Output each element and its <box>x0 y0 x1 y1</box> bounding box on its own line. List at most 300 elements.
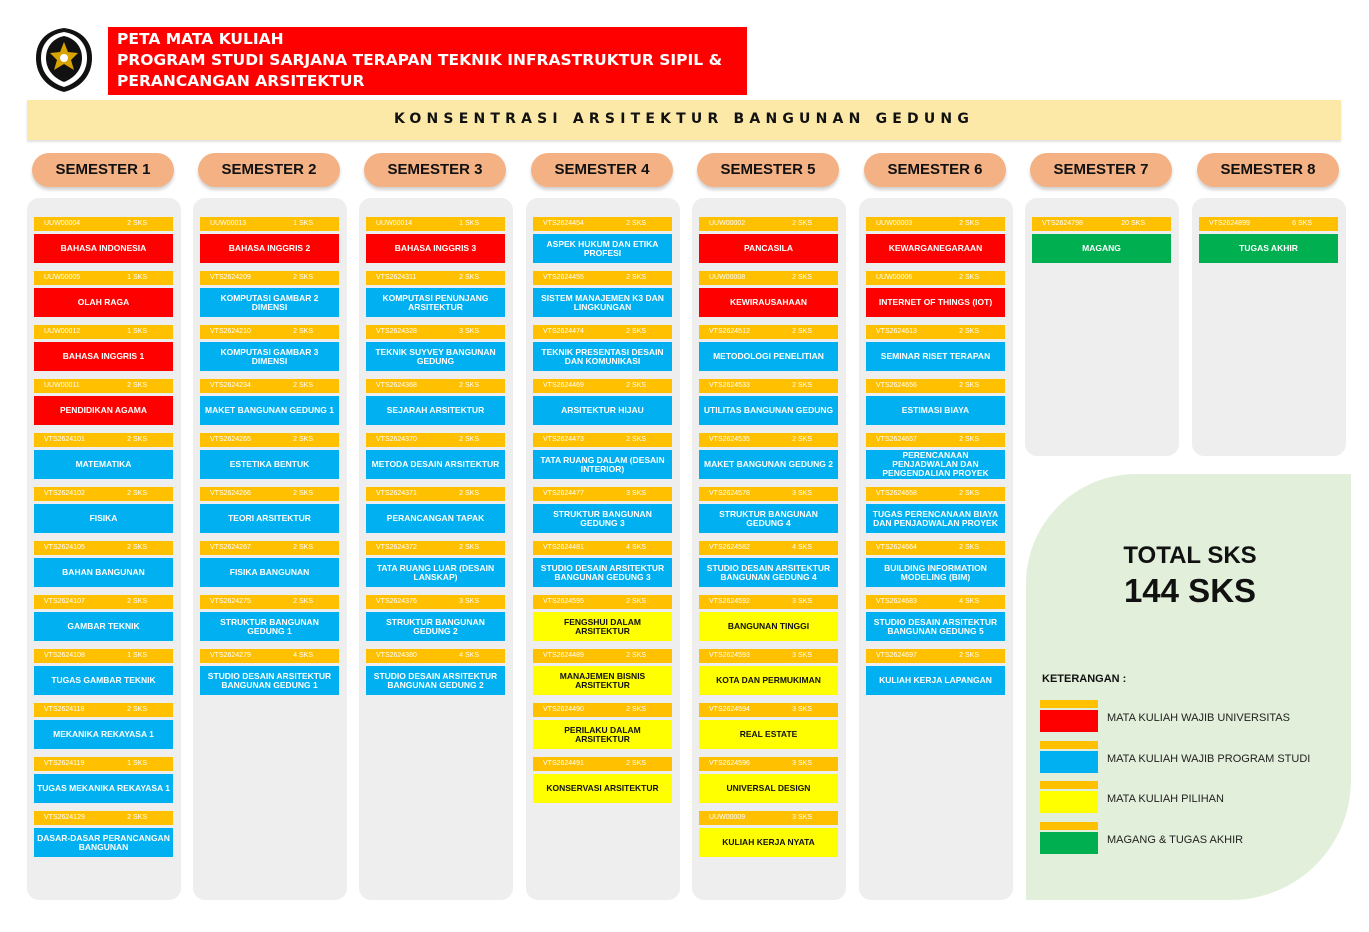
course-name: UTILITAS BANGUNAN GEDUNG <box>699 396 838 425</box>
course-code: UUW00004 <box>44 220 81 227</box>
course-code: VTS2624474 <box>543 328 584 335</box>
course-name: TUGAS AKHIR <box>1199 234 1338 263</box>
course-code-bar <box>34 757 173 771</box>
course-sks: 2 SKS <box>792 328 812 335</box>
course-code-bar <box>699 379 838 393</box>
course-sks: 2 SKS <box>626 220 646 227</box>
course-code-bar <box>34 433 173 447</box>
course-name: BUILDING INFORMATION MODELING (BIM) <box>866 558 1005 587</box>
course-sks: 3 SKS <box>792 598 812 605</box>
course-code-bar <box>866 595 1005 609</box>
title-line-2: PROGRAM STUDI SARJANA TERAPAN TEKNIK INFRASTRUKTUR SIPIL & <box>117 51 723 69</box>
course-name: KULIAH KERJA LAPANGAN <box>866 666 1005 695</box>
course-name: BANGUNAN TINGGI <box>699 612 838 641</box>
course-code: VTS2624371 <box>376 490 417 497</box>
course-code: VTS2624592 <box>709 598 750 605</box>
course-code: VTS2624380 <box>376 652 417 659</box>
course-code: VTS2624469 <box>543 382 584 389</box>
course-name: TUGAS GAMBAR TEKNIK <box>34 666 173 695</box>
course-code: VTS2624664 <box>876 544 917 551</box>
course-name: MATEMATIKA <box>34 450 173 479</box>
course-sks: 2 SKS <box>293 598 313 605</box>
course-sks: 2 SKS <box>459 544 479 551</box>
konsentrasi-banner: KONSENTRASI ARSITEKTUR BANGUNAN GEDUNG <box>27 100 1341 140</box>
course-card[interactable] <box>866 379 1005 425</box>
course-code-bar <box>200 217 339 231</box>
course-name: ARSITEKTUR HIJAU <box>533 396 672 425</box>
course-code: VTS2624596 <box>709 760 750 767</box>
course-name: KEWIRAUSAHAAN <box>699 288 838 317</box>
course-name: KEWARGANEGARAAN <box>866 234 1005 263</box>
course-code: VTS2624368 <box>376 382 417 389</box>
course-sks: 2 SKS <box>626 274 646 281</box>
semester-header-7: SEMESTER 7 <box>1030 153 1172 187</box>
course-code-bar <box>200 487 339 501</box>
course-card[interactable] <box>699 379 838 425</box>
course-code-bar <box>699 541 838 555</box>
course-card[interactable] <box>366 325 505 371</box>
course-sks: 4 SKS <box>626 544 646 551</box>
course-name: DASAR-DASAR PERANCANGAN BANGUNAN <box>34 828 173 857</box>
course-code-bar <box>34 487 173 501</box>
course-code: VTS2624311 <box>376 274 417 281</box>
course-sks: 2 SKS <box>792 220 812 227</box>
course-code-bar <box>366 487 505 501</box>
course-code: UUW00003 <box>876 220 913 227</box>
course-sks: 2 SKS <box>626 760 646 767</box>
course-sks: 3 SKS <box>459 598 479 605</box>
legend-item-prodi <box>1040 741 1340 775</box>
course-code: VTS2624477 <box>543 490 584 497</box>
course-name: KOMPUTASI GAMBAR 3 DIMENSI <box>200 342 339 371</box>
course-card[interactable] <box>1032 217 1171 263</box>
course-name: REAL ESTATE <box>699 720 838 749</box>
course-card[interactable] <box>699 541 838 587</box>
course-sks: 3 SKS <box>792 760 812 767</box>
course-code-bar <box>366 217 505 231</box>
course-code-bar <box>200 649 339 663</box>
semester-header-4: SEMESTER 4 <box>531 153 673 187</box>
course-card[interactable] <box>200 541 339 587</box>
course-name: STUDIO DESAIN ARSITEKTUR BANGUNAN GEDUNG 4 <box>699 558 838 587</box>
course-card[interactable] <box>200 325 339 371</box>
course-sks: 2 SKS <box>127 598 147 605</box>
course-code-bar <box>699 433 838 447</box>
legend-code-swatch <box>1040 700 1098 708</box>
course-code-bar <box>533 271 672 285</box>
course-name: METODA DESAIN ARSITEKTUR <box>366 450 505 479</box>
course-code: UUW00011 <box>44 382 80 389</box>
course-card[interactable] <box>699 649 838 695</box>
semester-header-8: SEMESTER 8 <box>1197 153 1339 187</box>
course-name: FISIKA BANGUNAN <box>200 558 339 587</box>
legend-item-akhir <box>1040 822 1340 856</box>
course-name: TEORI ARSITEKTUR <box>200 504 339 533</box>
course-code: VTS2624376 <box>376 598 417 605</box>
course-card[interactable] <box>533 487 672 533</box>
course-code: UUW00002 <box>709 220 746 227</box>
course-sks: 2 SKS <box>792 274 812 281</box>
course-code: VTS2624209 <box>210 274 251 281</box>
course-code-bar <box>34 595 173 609</box>
course-sks: 2 SKS <box>626 706 646 713</box>
course-card[interactable] <box>699 487 838 533</box>
course-sks: 2 SKS <box>626 382 646 389</box>
course-code-bar <box>699 703 838 717</box>
legend-item-pilih <box>1040 781 1340 815</box>
course-card[interactable] <box>200 433 339 479</box>
course-code: VTS2624656 <box>876 382 917 389</box>
course-code: VTS2624107 <box>44 598 85 605</box>
course-code: VTS2624595 <box>543 598 584 605</box>
course-name: MAKET BANGUNAN GEDUNG 2 <box>699 450 838 479</box>
course-sks: 3 SKS <box>459 328 479 335</box>
course-code-bar <box>699 595 838 609</box>
course-code: VTS2624491 <box>543 760 584 767</box>
course-sks: 2 SKS <box>127 382 147 389</box>
course-sks: 2 SKS <box>459 490 479 497</box>
course-name: STRUKTUR BANGUNAN GEDUNG 2 <box>366 612 505 641</box>
course-card[interactable] <box>366 487 505 533</box>
course-sks: 2 SKS <box>293 274 313 281</box>
course-sks: 2 SKS <box>459 274 479 281</box>
semester-header-3: SEMESTER 3 <box>364 153 506 187</box>
semester-header-2: SEMESTER 2 <box>198 153 340 187</box>
course-code-bar <box>34 325 173 339</box>
course-name: UNIVERSAL DESIGN <box>699 774 838 803</box>
course-code-bar <box>533 487 672 501</box>
course-sks: 4 SKS <box>959 598 979 605</box>
course-name: SISTEM MANAJEMEN K3 DAN LINGKUNGAN <box>533 288 672 317</box>
page-title <box>108 27 747 95</box>
course-card[interactable] <box>200 217 339 263</box>
course-card[interactable] <box>366 271 505 317</box>
course-code-bar <box>34 217 173 231</box>
course-code-bar <box>200 325 339 339</box>
course-code-bar <box>34 703 173 717</box>
course-name: MAKET BANGUNAN GEDUNG 1 <box>200 396 339 425</box>
course-card[interactable] <box>533 325 672 371</box>
course-code: VTS2624899 <box>1209 220 1250 227</box>
course-card[interactable] <box>866 217 1005 263</box>
course-sks: 1 SKS <box>127 328 147 335</box>
course-code: VTS2624101 <box>44 436 85 443</box>
course-code-bar <box>34 811 173 825</box>
course-name: PENDIDIKAN AGAMA <box>34 396 173 425</box>
course-name: STUDIO DESAIN ARSITEKTUR BANGUNAN GEDUNG 1 <box>200 666 339 695</box>
course-code: VTS2624129 <box>44 814 85 821</box>
course-sks: 2 SKS <box>293 382 313 389</box>
total-sks-label: TOTAL SKS <box>1123 542 1257 569</box>
course-code: VTS2624454 <box>543 220 584 227</box>
course-sks: 2 SKS <box>959 436 979 443</box>
course-name: STRUKTUR BANGUNAN GEDUNG 1 <box>200 612 339 641</box>
title-line-3: PERANCANGAN ARSITEKTUR <box>117 72 365 90</box>
course-code: VTS2624798 <box>1042 220 1083 227</box>
course-card[interactable] <box>866 487 1005 533</box>
course-name: KONSERVASI ARSITEKTUR <box>533 774 672 803</box>
course-code: VTS2624372 <box>376 544 417 551</box>
legend-label: MATA KULIAH PILIHAN <box>1107 793 1224 805</box>
course-card[interactable] <box>34 649 173 695</box>
course-card[interactable] <box>866 325 1005 371</box>
course-name: BAHAN BANGUNAN <box>34 558 173 587</box>
course-code: VTS2624613 <box>876 328 917 335</box>
course-card[interactable] <box>366 649 505 695</box>
course-card[interactable] <box>34 757 173 803</box>
course-name: KOMPUTASI PENUNJANG ARSITEKTUR <box>366 288 505 317</box>
legend-color-swatch <box>1040 751 1098 773</box>
course-card[interactable] <box>533 703 672 749</box>
course-name: BAHASA INDONESIA <box>34 234 173 263</box>
course-name: STUDIO DESAIN ARSITEKTUR BANGUNAN GEDUNG 5 <box>866 612 1005 641</box>
course-sks: 2 SKS <box>293 328 313 335</box>
course-code-bar <box>200 595 339 609</box>
course-card[interactable] <box>34 433 173 479</box>
course-code: VTS2624512 <box>709 328 750 335</box>
course-sks: 2 SKS <box>626 652 646 659</box>
course-sks: 20 SKS <box>1121 220 1145 227</box>
course-code-bar <box>533 379 672 393</box>
course-code: VTS2624683 <box>876 598 917 605</box>
course-code: UUW00008 <box>709 274 746 281</box>
course-card[interactable] <box>699 595 838 641</box>
course-name: MEKANIKA REKAYASA 1 <box>34 720 173 749</box>
course-sks: 2 SKS <box>127 436 147 443</box>
total-sks-value: 144 SKS <box>1123 572 1257 609</box>
course-card[interactable] <box>34 541 173 587</box>
course-card[interactable] <box>866 595 1005 641</box>
course-sks: 2 SKS <box>626 436 646 443</box>
legend-color-swatch <box>1040 791 1098 813</box>
course-sks: 1 SKS <box>127 760 147 767</box>
course-card[interactable] <box>366 379 505 425</box>
course-code-bar <box>533 325 672 339</box>
course-card[interactable] <box>533 541 672 587</box>
course-card[interactable] <box>34 217 173 263</box>
course-code-bar <box>866 649 1005 663</box>
course-card[interactable] <box>533 379 672 425</box>
course-card[interactable] <box>533 271 672 317</box>
course-code-bar <box>866 379 1005 393</box>
course-code-bar <box>366 379 505 393</box>
course-card[interactable] <box>34 811 173 857</box>
course-code: VTS2624265 <box>210 436 251 443</box>
course-card[interactable] <box>200 271 339 317</box>
course-code-bar <box>366 595 505 609</box>
course-sks: 3 SKS <box>792 814 812 821</box>
course-card[interactable] <box>200 649 339 695</box>
course-sks: 2 SKS <box>792 436 812 443</box>
course-name: KULIAH KERJA NYATA <box>699 828 838 857</box>
course-card[interactable] <box>366 217 505 263</box>
course-code-bar <box>866 541 1005 555</box>
course-card[interactable] <box>34 325 173 371</box>
course-name: TUGAS PERENCANAAN BIAYA DAN PENJADWALAN PROYEK <box>866 504 1005 533</box>
course-code: VTS2624108 <box>44 652 85 659</box>
course-code: VTS2624210 <box>210 328 251 335</box>
course-sks: 1 SKS <box>293 220 313 227</box>
course-code: VTS2624697 <box>876 652 917 659</box>
course-sks: 2 SKS <box>959 652 979 659</box>
course-card[interactable] <box>866 541 1005 587</box>
course-name: KOTA DAN PERMUKIMAN <box>699 666 838 695</box>
course-name: TEKNIK PRESENTASI DESAIN DAN KOMUNIKASI <box>533 342 672 371</box>
course-name: ESTETIKA BENTUK <box>200 450 339 479</box>
course-code-bar <box>1032 217 1171 231</box>
course-code-bar <box>533 595 672 609</box>
course-name: STRUKTUR BANGUNAN GEDUNG 3 <box>533 504 672 533</box>
course-card[interactable] <box>699 217 838 263</box>
course-card[interactable] <box>34 703 173 749</box>
course-card[interactable] <box>34 487 173 533</box>
legend-code-swatch <box>1040 781 1098 789</box>
course-card[interactable] <box>533 757 672 803</box>
course-card[interactable] <box>866 271 1005 317</box>
course-code: UUW00009 <box>709 814 746 821</box>
course-code-bar <box>34 649 173 663</box>
course-name: STUDIO DESAIN ARSITEKTUR BANGUNAN GEDUNG 2 <box>366 666 505 695</box>
course-card[interactable] <box>866 433 1005 479</box>
course-sks: 4 SKS <box>459 652 479 659</box>
course-code-bar <box>866 271 1005 285</box>
semester-header-5: SEMESTER 5 <box>697 153 839 187</box>
course-sks: 2 SKS <box>959 382 979 389</box>
course-card[interactable] <box>200 595 339 641</box>
course-name: OLAH RAGA <box>34 288 173 317</box>
course-sks: 2 SKS <box>959 490 979 497</box>
course-code-bar <box>34 541 173 555</box>
course-card[interactable] <box>533 433 672 479</box>
title-line-1: PETA MATA KULIAH <box>117 30 284 48</box>
course-sks: 2 SKS <box>959 220 979 227</box>
course-sks: 3 SKS <box>626 490 646 497</box>
semester-header-1: SEMESTER 1 <box>32 153 174 187</box>
course-code: VTS2624455 <box>543 274 584 281</box>
course-code-bar <box>699 217 838 231</box>
course-card[interactable] <box>699 433 838 479</box>
course-code: VTS2624275 <box>210 598 251 605</box>
course-name: PERILAKU DALAM ARSITEKTUR <box>533 720 672 749</box>
course-code: VTS2624234 <box>210 382 251 389</box>
course-sks: 2 SKS <box>459 436 479 443</box>
course-code-bar <box>866 487 1005 501</box>
course-card[interactable] <box>533 649 672 695</box>
course-code: UUW00013 <box>210 220 247 227</box>
course-card[interactable] <box>533 217 672 263</box>
course-name: STUDIO DESAIN ARSITEKTUR BANGUNAN GEDUNG 3 <box>533 558 672 587</box>
course-sks: 2 SKS <box>127 706 147 713</box>
course-code-bar <box>699 757 838 771</box>
course-name: KOMPUTASI GAMBAR 2 DIMENSI <box>200 288 339 317</box>
course-sks: 2 SKS <box>293 544 313 551</box>
course-code: VTS2624102 <box>44 490 85 497</box>
course-code-bar <box>34 379 173 393</box>
course-code-bar <box>200 541 339 555</box>
course-code: UUW00006 <box>876 274 913 281</box>
course-card[interactable] <box>533 595 672 641</box>
course-code-bar <box>366 649 505 663</box>
course-sks: 2 SKS <box>792 382 812 389</box>
course-code: VTS2624582 <box>709 544 750 551</box>
course-code-bar <box>533 217 672 231</box>
legend-label: MATA KULIAH WAJIB UNIVERSITAS <box>1107 712 1290 724</box>
course-card[interactable] <box>200 379 339 425</box>
course-code: VTS2624328 <box>376 328 417 335</box>
course-code: UUW00005 <box>44 274 81 281</box>
course-sks: 1 SKS <box>459 220 479 227</box>
course-sks: 3 SKS <box>792 490 812 497</box>
course-sks: 2 SKS <box>127 544 147 551</box>
course-code-bar <box>366 433 505 447</box>
course-code-bar <box>699 487 838 501</box>
course-code-bar <box>533 649 672 663</box>
course-code: VTS2624657 <box>876 436 917 443</box>
course-sks: 4 SKS <box>792 544 812 551</box>
course-card[interactable] <box>34 271 173 317</box>
legend-title: KETERANGAN : <box>1042 673 1127 685</box>
course-code: VTS2624533 <box>709 382 750 389</box>
course-card[interactable] <box>1199 217 1338 263</box>
university-logo <box>34 26 94 94</box>
course-code-bar <box>200 379 339 393</box>
course-card[interactable] <box>34 379 173 425</box>
course-card[interactable] <box>699 271 838 317</box>
course-name: TUGAS MEKANIKA REKAYASA 1 <box>34 774 173 803</box>
course-name: SEMINAR RISET TERAPAN <box>866 342 1005 371</box>
legend-item-univ <box>1040 700 1340 734</box>
course-name: ASPEK HUKUM DAN ETIKA PROFESI <box>533 234 672 263</box>
course-name: TEKNIK SUYVEY BANGUNAN GEDUNG <box>366 342 505 371</box>
course-code: VTS2624105 <box>44 544 85 551</box>
course-sks: 2 SKS <box>959 328 979 335</box>
course-code-bar <box>699 649 838 663</box>
course-name: BAHASA INGGRIS 1 <box>34 342 173 371</box>
legend-label: MAGANG & TUGAS AKHIR <box>1107 834 1244 846</box>
course-code: VTS2624490 <box>543 706 584 713</box>
course-sks: 3 SKS <box>792 706 812 713</box>
course-name: PERANCANGAN TAPAK <box>366 504 505 533</box>
course-sks: 2 SKS <box>959 544 979 551</box>
course-card[interactable] <box>200 487 339 533</box>
course-sks: 3 SKS <box>792 652 812 659</box>
course-code-bar <box>699 811 838 825</box>
course-name: SEJARAH ARSITEKTUR <box>366 396 505 425</box>
course-card[interactable] <box>34 595 173 641</box>
course-code-bar <box>366 325 505 339</box>
course-card[interactable] <box>699 325 838 371</box>
course-sks: 1 SKS <box>127 652 147 659</box>
course-card[interactable] <box>366 541 505 587</box>
course-sks: 2 SKS <box>959 274 979 281</box>
course-card[interactable] <box>866 649 1005 695</box>
course-card[interactable] <box>699 757 838 803</box>
course-code-bar <box>699 271 838 285</box>
course-code: VTS2624473 <box>543 436 584 443</box>
course-card[interactable] <box>366 595 505 641</box>
course-card[interactable] <box>699 811 838 857</box>
course-card[interactable] <box>699 703 838 749</box>
course-name: METODOLOGI PENELITIAN <box>699 342 838 371</box>
course-card[interactable] <box>366 433 505 479</box>
course-sks: 2 SKS <box>293 436 313 443</box>
course-name: BAHASA INGGRIS 3 <box>366 234 505 263</box>
course-code: VTS2624481 <box>543 544 584 551</box>
course-code-bar <box>533 433 672 447</box>
course-sks: 2 SKS <box>459 382 479 389</box>
course-sks: 6 SKS <box>1292 220 1312 227</box>
course-code: UUW00014 <box>376 220 413 227</box>
